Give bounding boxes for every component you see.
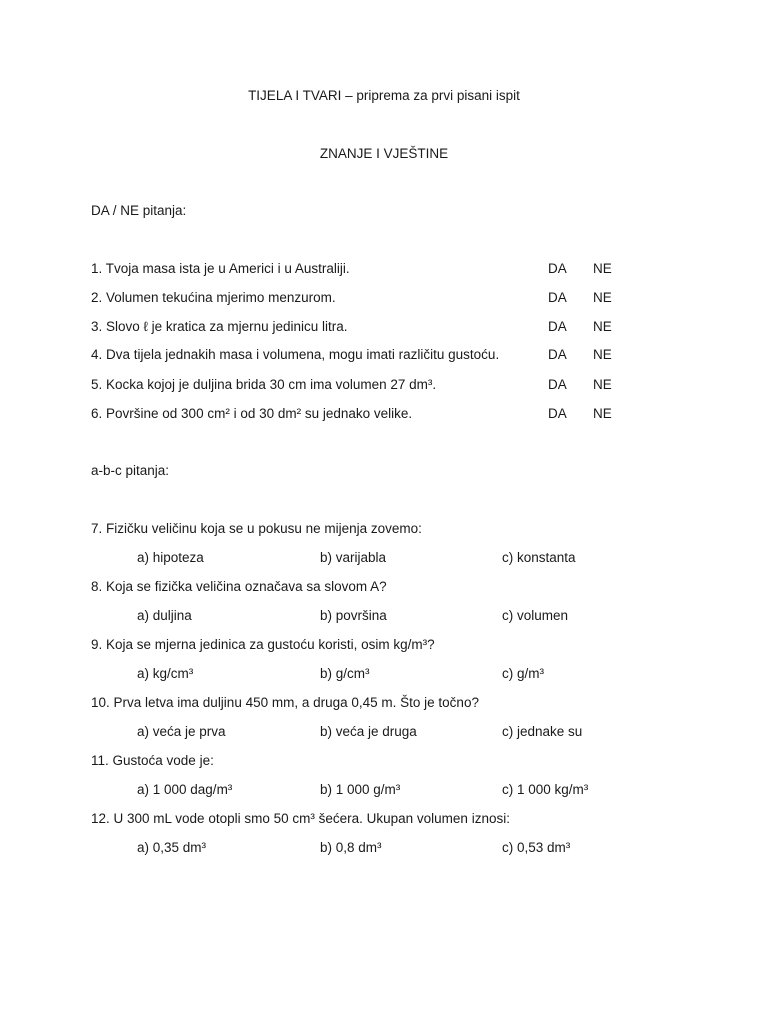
option-b[interactable]: b) g/cm³ [320,666,370,681]
question-text: 7. Fizičku veličinu koja se u pokusu ne mijenja zovemo: [91,521,422,536]
option-c[interactable]: c) 1 000 kg/m³ [502,782,589,797]
no-option[interactable]: NE [593,347,612,362]
option-a[interactable]: a) hipoteza [137,550,204,565]
option-b[interactable]: b) 0,8 dm³ [320,840,382,855]
option-a[interactable]: a) veća je prva [137,724,226,739]
question-text: 10. Prva letva ima duljinu 450 mm, a druga 0,45 m. Što je točno? [91,695,479,710]
no-option[interactable]: NE [593,319,612,334]
option-b[interactable]: b) veća je druga [320,724,417,739]
question-text: 8. Koja se fizička veličina označava sa slovom A? [91,579,387,594]
yes-option[interactable]: DA [548,290,567,305]
yes-option[interactable]: DA [548,261,567,276]
no-option[interactable]: NE [593,406,612,421]
question-text: 1. Tvoja masa ista je u Americi i u Australiji. [91,261,350,276]
question-text: 3. Slovo ℓ je kratica za mjernu jedinicu litra. [91,319,348,334]
question-text: 6. Površine od 300 cm² i od 30 dm² su jednako velike. [91,406,413,421]
yes-option[interactable]: DA [548,377,567,392]
abc-heading: a-b-c pitanja: [91,463,170,478]
yes-no-heading: DA / NE pitanja: [91,203,187,218]
no-option[interactable]: NE [593,261,612,276]
option-c[interactable]: c) konstanta [502,550,576,565]
option-a[interactable]: a) kg/cm³ [137,666,194,681]
question-text: 9. Koja se mjerna jedinica za gustoću koristi, osim kg/m³? [91,637,435,652]
option-c[interactable]: c) volumen [502,608,569,623]
option-a[interactable]: a) 0,35 dm³ [137,840,207,855]
yes-option[interactable]: DA [548,319,567,334]
option-c[interactable]: c) jednake su [502,724,583,739]
option-b[interactable]: b) površina [320,608,387,623]
question-text: 12. U 300 mL vode otopli smo 50 cm³ šećera. Ukupan volumen iznosi: [91,811,510,826]
question-text: 4. Dva tijela jednakih masa i volumena, mogu imati različitu gustoću. [91,347,500,362]
yes-option[interactable]: DA [548,406,567,421]
question-text: 5. Kocka kojoj je duljina brida 30 cm ima volumen 27 dm³. [91,377,437,392]
option-c[interactable]: c) g/m³ [502,666,544,681]
document-title: TIJELA I TVARI – priprema za prvi pisani ispit [248,88,520,103]
document-subtitle: ZNANJE I VJEŠTINE [319,146,449,161]
option-a[interactable]: a) duljina [137,608,192,623]
question-text: 11. Gustoća vode je: [91,753,214,768]
yes-option[interactable]: DA [548,347,567,362]
option-b[interactable]: b) varijabla [320,550,387,565]
question-text: 2. Volumen tekućina mjerimo menzurom. [91,290,336,305]
no-option[interactable]: NE [593,377,612,392]
option-c[interactable]: c) 0,53 dm³ [502,840,571,855]
no-option[interactable]: NE [593,290,612,305]
option-b[interactable]: b) 1 000 g/m³ [320,782,401,797]
option-a[interactable]: a) 1 000 dag/m³ [137,782,233,797]
